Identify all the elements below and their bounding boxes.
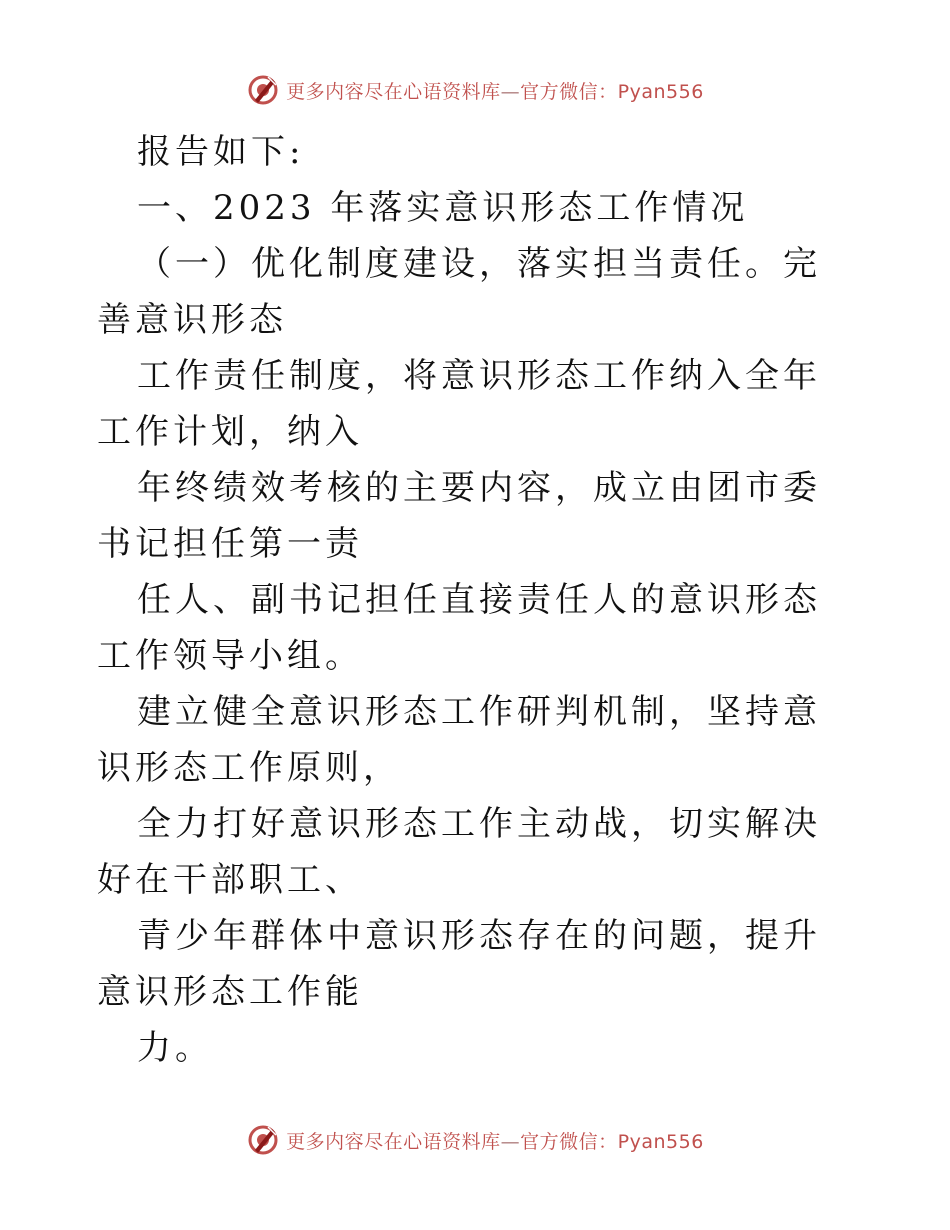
paragraph: 建立健全意识形态工作研判机制，坚持意识形态工作原则， xyxy=(97,692,821,788)
paragraph: 青少年群体中意识形态存在的问题，提升意识形态工作能 xyxy=(97,916,821,1012)
paragraph: 工作责任制度，将意识形态工作纳入全年工作计划，纳入 xyxy=(97,356,821,452)
pen-logo-icon xyxy=(246,1123,280,1157)
header-watermark-banner xyxy=(0,70,950,110)
paragraph: 力。 xyxy=(137,1028,213,1068)
paragraph: 任人、副书记担任直接责任人的意识形态工作领导小组。 xyxy=(97,580,821,676)
paragraph: （一）优化制度建设，落实担当责任。完善意识形态 xyxy=(97,244,821,340)
watermark-text: 更多内容尽在心语资料库—官方微信：Pyan556 xyxy=(286,80,704,103)
paragraph: 全力打好意识形态工作主动战，切实解决好在干部职工、 xyxy=(97,804,821,900)
footer-watermark-banner xyxy=(0,1120,950,1160)
document-body xyxy=(97,124,857,1076)
paragraph: 年终绩效考核的主要内容，成立由团市委书记担任第一责 xyxy=(97,468,821,564)
section-heading: 一、2023 年落实意识形态工作情况 xyxy=(137,188,749,228)
pen-logo-icon xyxy=(246,73,280,107)
paragraph: 报告如下: xyxy=(137,132,305,172)
watermark-text: 更多内容尽在心语资料库—官方微信：Pyan556 xyxy=(286,1130,704,1153)
